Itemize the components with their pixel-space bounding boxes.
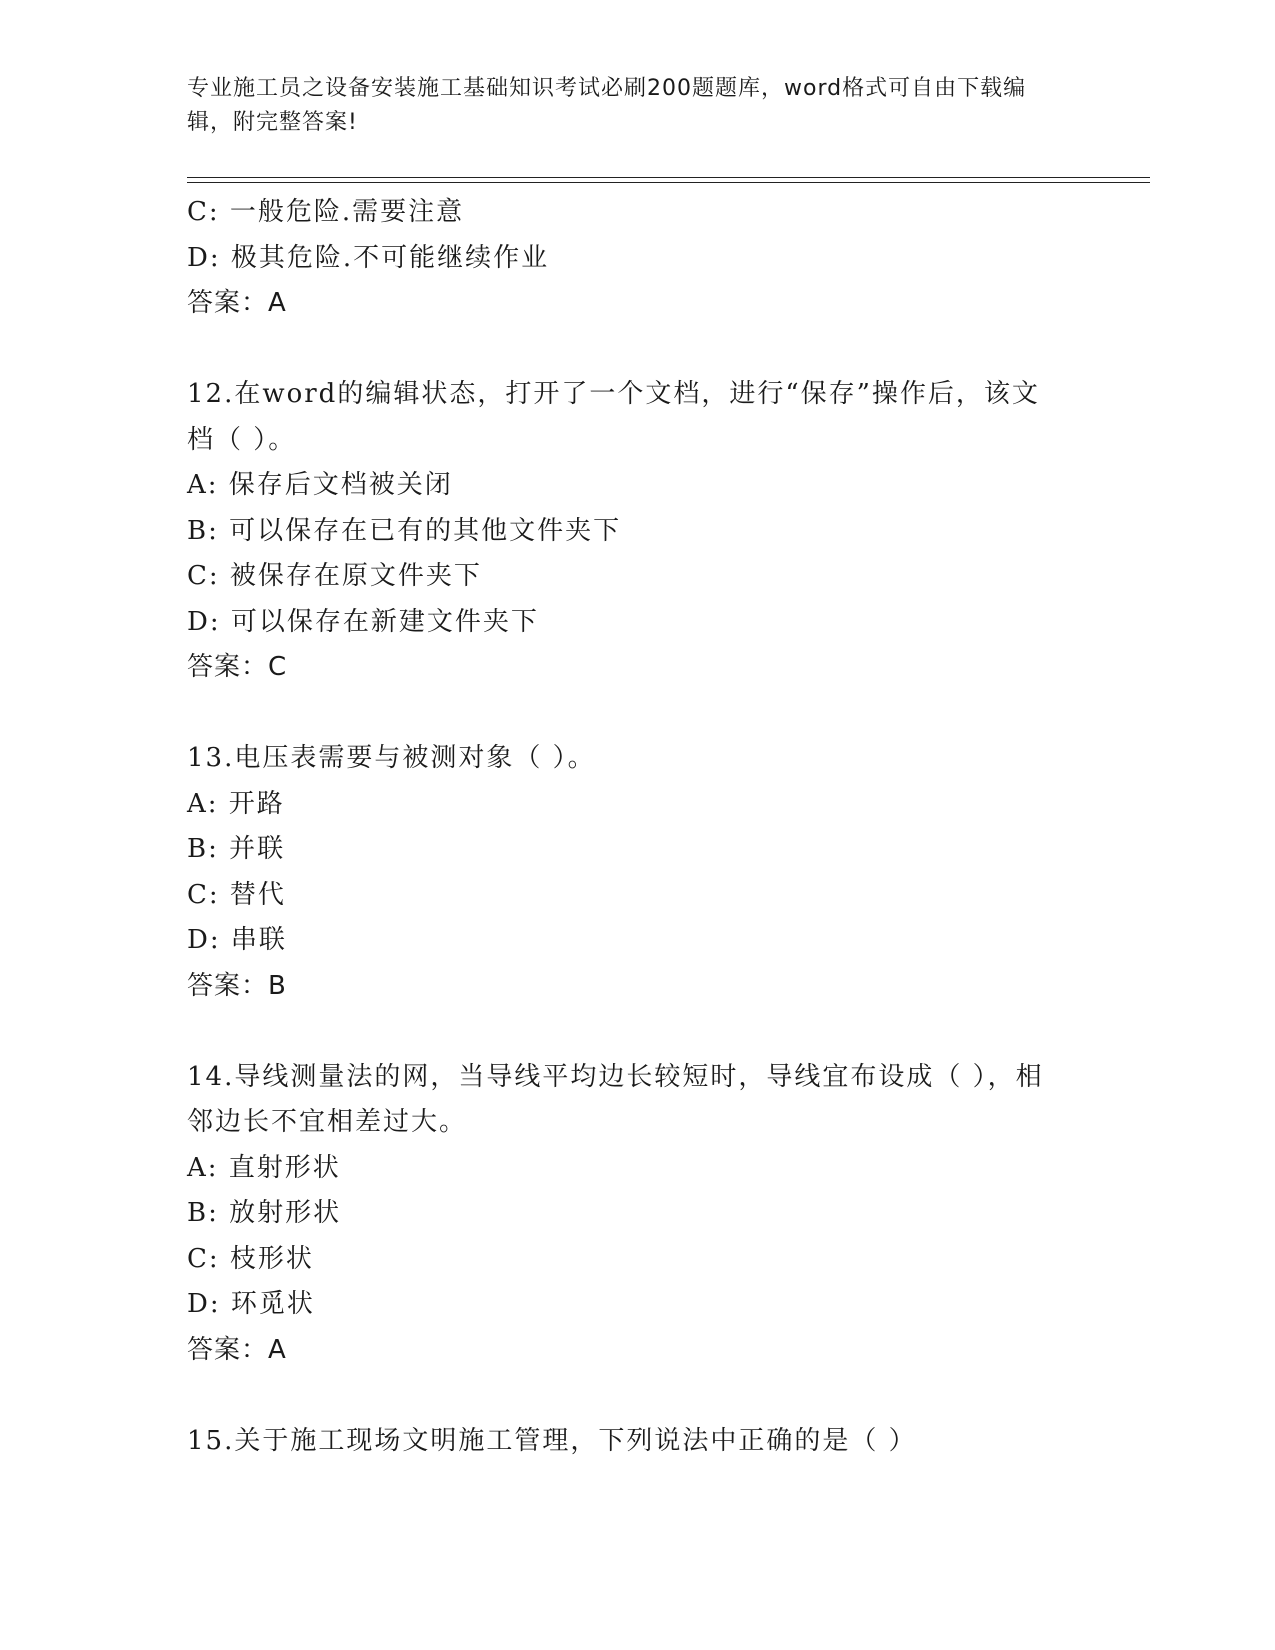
option-b: B: 并联 [187, 834, 286, 864]
answer-line: 答案：C [187, 652, 288, 682]
question-block-15 [187, 1419, 1067, 1465]
option-c: C: 枝形状 [187, 1243, 314, 1274]
question-list [187, 190, 1067, 1464]
option-b: B: 可以保存在已有的其他文件夹下 [187, 515, 622, 546]
spacer [187, 327, 1067, 373]
option-b: B: 放射形状 [187, 1198, 342, 1228]
page-header-title: 专业施工员之设备安装施工基础知识考试必刷200题题库，word格式可自由下载编辑，附完整答案! [187, 76, 1027, 135]
option-a: A: 保存后文档被关闭 [187, 470, 453, 500]
header-divider-top [187, 177, 1150, 178]
question-stem: 14.导线测量法的网，当导线平均边长较短时，导线宜布设成（ ），相邻边长不宜相差过大。 [187, 1061, 1044, 1137]
option-c: C: 一般危险.需要注意 [187, 197, 465, 227]
spacer [187, 1009, 1067, 1055]
question-stem: 15.关于施工现场文明施工管理，下列说法中正确的是（ ） [187, 1425, 917, 1456]
option-c: C: 替代 [187, 879, 286, 910]
question-block-12 [187, 372, 1067, 691]
option-a: A: 直射形状 [187, 1152, 341, 1183]
question-stem: 12.在word的编辑状态，打开了一个文档，进行“保存”操作后，该文档（ ）。 [187, 379, 1040, 455]
question-block-continued [187, 190, 1067, 327]
answer-line: 答案：A [187, 288, 287, 318]
answer-line: 答案：A [187, 1334, 287, 1365]
option-c: C: 被保存在原文件夹下 [187, 561, 482, 591]
option-d: D: 环觅状 [187, 1289, 315, 1319]
spacer [187, 691, 1067, 737]
answer-line: 答案：B [187, 970, 287, 1001]
option-d: D: 串联 [187, 925, 287, 955]
spacer [187, 1373, 1067, 1419]
option-d: D: 极其危险.不可能继续作业 [187, 242, 550, 273]
question-block-14 [187, 1055, 1067, 1374]
question-stem: 13.电压表需要与被测对象（ ）。 [187, 743, 596, 773]
question-block-13 [187, 736, 1067, 1009]
option-a: A: 开路 [187, 788, 285, 819]
header-divider-bottom [187, 182, 1150, 183]
option-d: D: 可以保存在新建文件夹下 [187, 606, 539, 637]
